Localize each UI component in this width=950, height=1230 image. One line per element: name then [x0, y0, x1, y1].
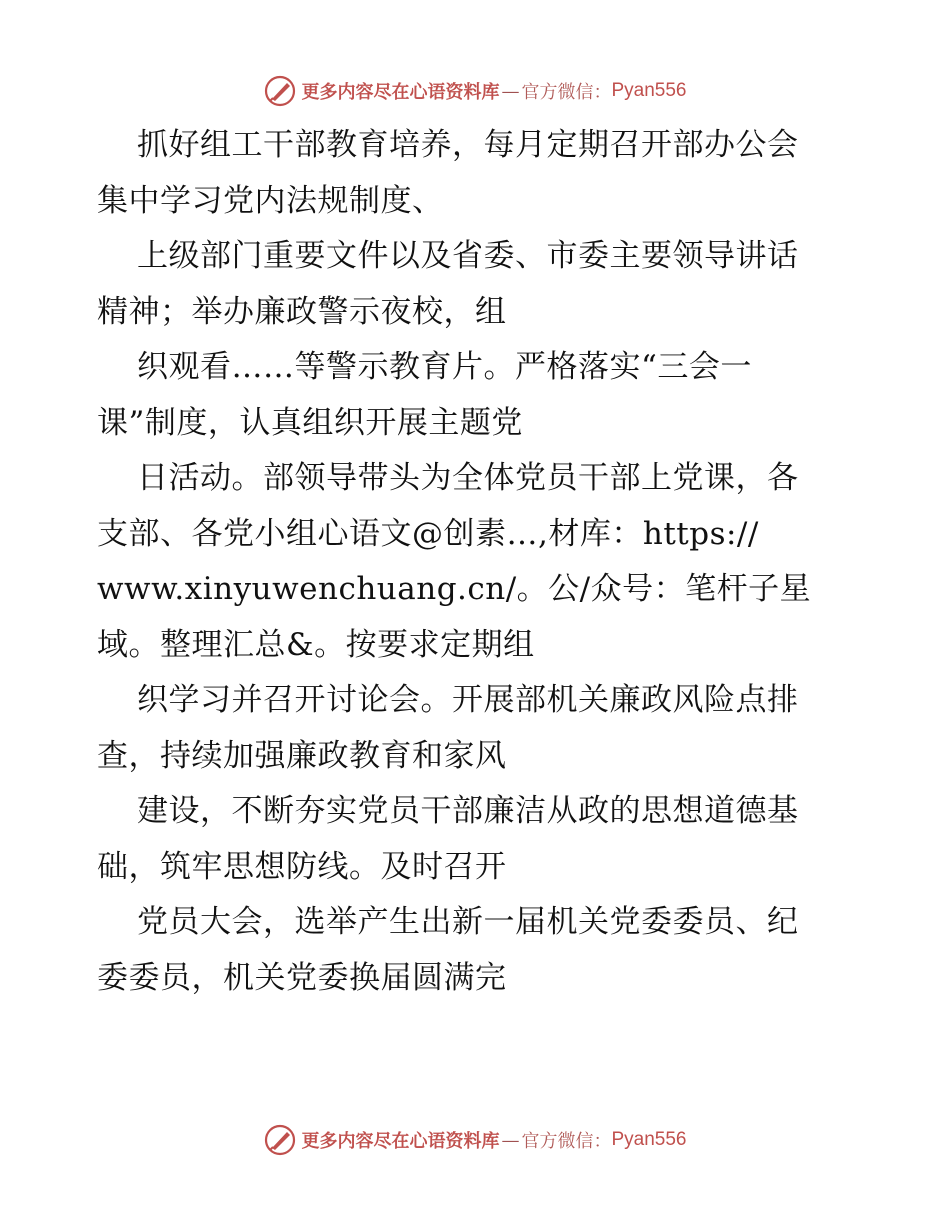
text-line: 支部、各党小组心语文@创素…,材库：https://: [97, 515, 759, 552]
text-line: 抓好组工干部教育培养，每月定期召开部办公会: [137, 127, 799, 163]
paragraph: [97, 229, 857, 340]
banner-wechat-id: Pyan556: [611, 1129, 687, 1150]
banner-official-label: 官方微信：: [521, 1131, 612, 1152]
text-line: 课”制度，认真组织开展主题党: [97, 404, 523, 441]
document-body: [97, 118, 857, 1006]
banner-brand-text: 更多内容尽在心语资料库: [301, 1131, 500, 1152]
banner-separator: —: [501, 1129, 520, 1151]
text-line: 织观看……等警示教育片。严格落实“三会一: [137, 349, 752, 385]
text-line: 党员大会，选举产生出新一届机关党委委员、纪: [137, 904, 799, 940]
paragraph: [97, 673, 857, 784]
paragraph: [97, 118, 857, 229]
quill-logo-icon: [263, 1123, 297, 1157]
banner-brand-text: 更多内容尽在心语资料库: [301, 82, 500, 103]
paragraph: [97, 451, 857, 673]
text-line: 日活动。部领导带头为全体党员干部上党课，各: [137, 460, 799, 496]
footer-banner: [0, 1120, 950, 1160]
text-line: 集中学习党内法规制度、: [97, 182, 444, 219]
banner-separator: —: [501, 80, 520, 102]
quill-logo-icon: [263, 74, 297, 108]
paragraph: [97, 784, 857, 895]
header-banner: [0, 71, 950, 111]
text-line: 上级部门重要文件以及省委、市委主要领导讲话: [137, 238, 799, 274]
text-line: www.xinyuwenchuang.cn/。公/众号：笔杆子星: [97, 571, 812, 607]
text-line: 础，筑牢思想防线。及时召开: [97, 848, 507, 885]
banner-wechat-id: Pyan556: [611, 80, 687, 101]
text-line: 建设，不断夯实党员干部廉洁从政的思想道德基: [137, 793, 799, 829]
paragraph: [97, 340, 857, 451]
text-line: 织学习并召开讨论会。开展部机关廉政风险点排: [137, 682, 799, 718]
text-line: 域。整理汇总&。按要求定期组: [97, 626, 535, 663]
paragraph: [97, 895, 857, 1006]
banner-official-label: 官方微信：: [521, 82, 612, 103]
text-line: 查，持续加强廉政教育和家风: [97, 737, 507, 774]
text-line: 委委员，机关党委换届圆满完: [97, 959, 507, 996]
text-line: 精神；举办廉政警示夜校，组: [97, 293, 507, 330]
